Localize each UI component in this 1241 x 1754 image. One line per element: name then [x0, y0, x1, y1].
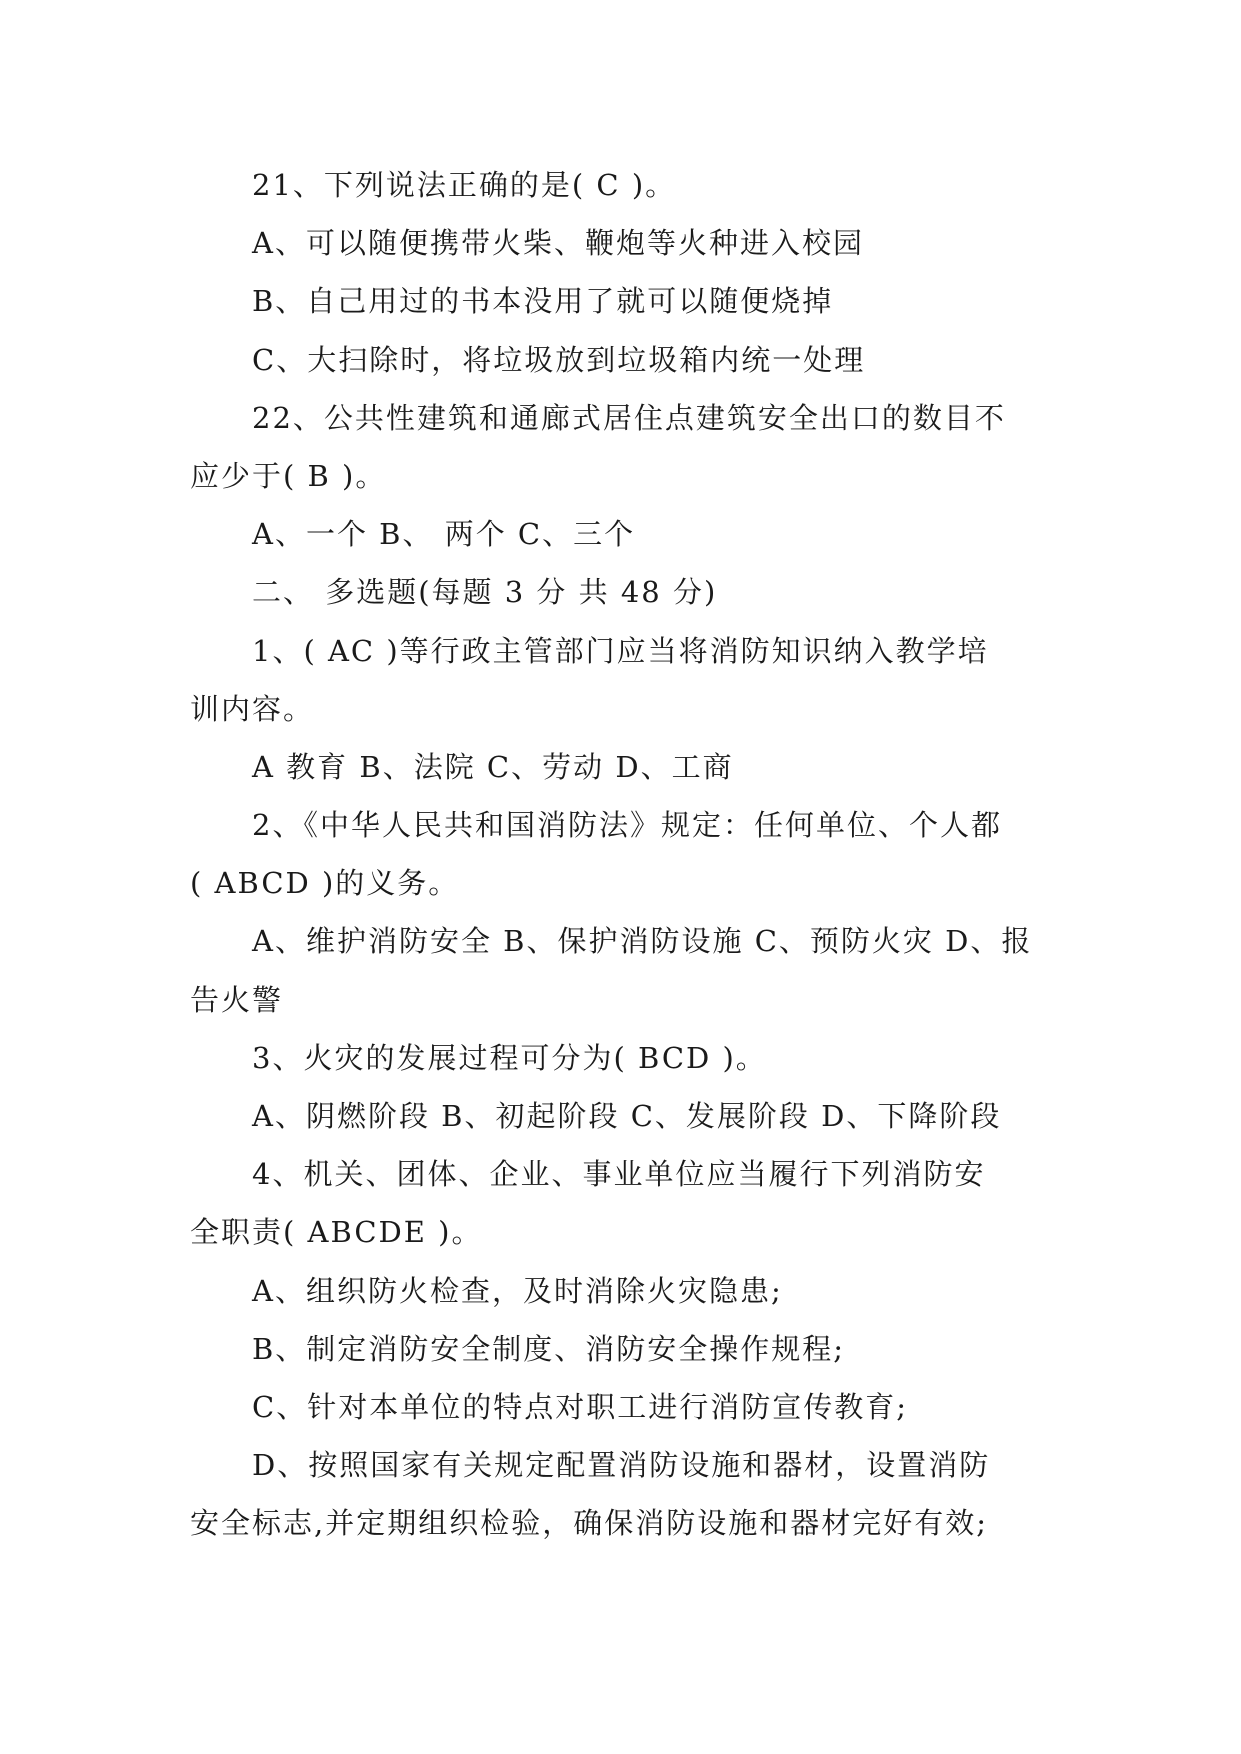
text-line: 22、公共性建筑和通廊式居住点建筑安全出口的数目不	[252, 400, 1006, 435]
text-line: C、大扫除时，将垃圾放到垃圾箱内统一处理	[252, 342, 866, 377]
text-line: 3、火灾的发展过程可分为( BCD )。	[252, 1040, 767, 1075]
text-line: 安全标志,并定期组织检验，确保消防设施和器材完好有效;	[190, 1506, 988, 1541]
text-line: 2、《中华人民共和国消防法》规定：任何单位、个人都	[252, 808, 1002, 843]
text-line: 全职责( ABCDE )。	[190, 1215, 483, 1250]
text-line: A、阴燃阶段 B、初起阶段 C、发展阶段 D、下降阶段	[252, 1099, 1002, 1133]
text-line: 告火警	[190, 982, 284, 1017]
text-line: ( ABCD )的义务。	[190, 866, 460, 901]
text-line: 应少于( B )。	[190, 458, 387, 493]
text-line: A、维护消防安全 B、保护消防设施 C、预防火灾 D、报	[252, 924, 1033, 959]
text-line: B、制定消防安全制度、消防安全操作规程;	[252, 1331, 846, 1366]
text-line: A 教育 B、法院 C、劳动 D、工商	[252, 749, 734, 784]
text-line: 训内容。	[190, 691, 315, 726]
text-line: A、一个 B、 两个 C、三个	[252, 517, 636, 552]
text-line: 1、( AC )等行政主管部门应当将消防知识纳入教学培	[252, 633, 989, 668]
text-line: 4、机关、团体、企业、事业单位应当履行下列消防安	[252, 1157, 986, 1192]
text-line: 21、下列说法正确的是( C )。	[252, 168, 677, 202]
text-line: B、自己用过的书本没用了就可以随便烧掉	[252, 284, 834, 319]
text-line: D、按照国家有关规定配置消防设施和器材，设置消防	[252, 1448, 991, 1483]
document-page	[190, 156, 1054, 1553]
text-line: 二、 多选题(每题 3 分 共 48 分)	[252, 575, 718, 610]
text-line: C、针对本单位的特点对职工进行消防宣传教育;	[252, 1389, 908, 1424]
text-line: A、组织防火检查，及时消除火灾隐患;	[252, 1273, 783, 1308]
text-line: A、可以随便携带火柴、鞭炮等火种进入校园	[252, 226, 864, 261]
